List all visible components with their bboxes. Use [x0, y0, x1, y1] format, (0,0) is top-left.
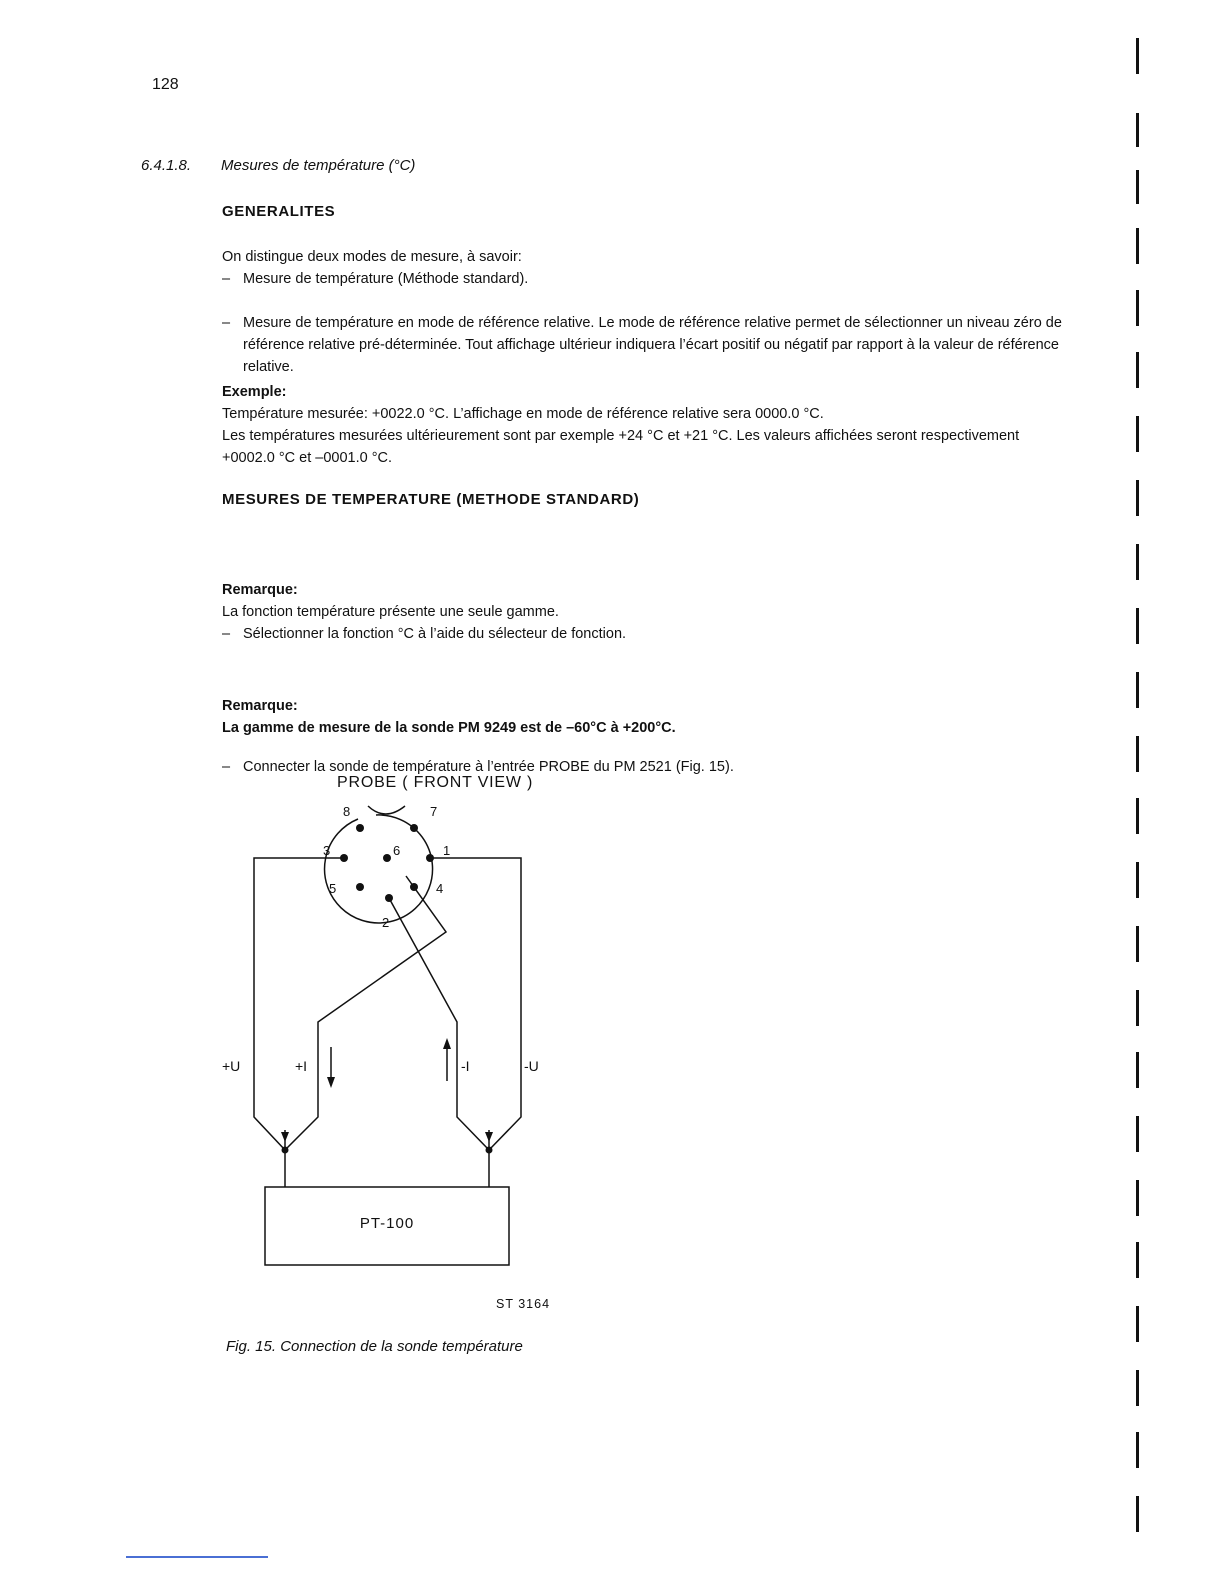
- generalites-intro: On distingue deux modes de mesure, à savoir:: [222, 249, 522, 265]
- pin-label-5: 5: [329, 881, 337, 896]
- pin-4: [410, 883, 418, 891]
- pin-label-2: 2: [382, 915, 390, 930]
- pin-5: [356, 883, 364, 891]
- label-plus-u: +U: [222, 1058, 241, 1074]
- pin-6: [383, 854, 391, 862]
- pin-label-7: 7: [430, 804, 438, 819]
- remark-2-text: La gamme de mesure de la sonde PM 9249 est de –60°C à +200°C.: [222, 720, 676, 736]
- remark-1-text: La fonction température présente une seule gamme.: [222, 604, 559, 620]
- page-number: 128: [152, 76, 179, 93]
- wire-minus-i: [389, 898, 489, 1150]
- connector-key-notch: [368, 806, 405, 814]
- wire-minus-u: [430, 858, 521, 1150]
- footer-link-underline: [126, 1556, 268, 1558]
- pin-7: [410, 824, 418, 832]
- remark-1-heading: Remarque:: [222, 582, 298, 598]
- pin-label-3: 3: [323, 843, 331, 858]
- label-minus-i: -I: [461, 1058, 470, 1074]
- pin-8: [356, 824, 364, 832]
- pin-label-6: 6: [393, 843, 401, 858]
- generalites-item-1: – Mesure de température (Méthode standard).: [222, 268, 1063, 290]
- figure-title: PROBE ( FRONT VIEW ): [337, 774, 534, 791]
- pin-3: [340, 854, 348, 862]
- section-number: 6.4.1.8.: [141, 157, 192, 174]
- figure-caption: Fig. 15. Connection de la sonde température: [226, 1338, 523, 1355]
- generalites-item-2: – Mesure de température en mode de référence relative. Le mode de référence relative permet de sélectionner un niveau zéro de référence relative pré-déterminée. Tout affichage ultérieur indiquera l’écart positif ou négatif par rapport à la valeur de référence relative.: [222, 312, 1065, 378]
- label-plus-i: +I: [295, 1058, 308, 1074]
- exemple-line-1: Température mesurée: +0022.0 °C. L’affichage en mode de référence relative sera 0000.0 °C.: [222, 406, 824, 422]
- pin-1: [426, 854, 434, 862]
- wire-plus-u: [254, 858, 344, 1150]
- standard-step-2: – Connecter la sonde de température à l’entrée PROBE du PM 2521 (Fig. 15).: [222, 756, 1083, 778]
- pin-label-1: 1: [443, 843, 451, 858]
- pin-label-8: 8: [343, 804, 351, 819]
- figure-code: ST 3164: [496, 1297, 551, 1311]
- exemple-heading: Exemple:: [222, 384, 287, 400]
- section-title: Mesures de température (°C): [221, 157, 416, 174]
- standard-heading: MESURES DE TEMPERATURE (METHODE STANDARD): [222, 491, 640, 508]
- remark-2-heading: Remarque:: [222, 698, 298, 714]
- pin-2: [385, 894, 393, 902]
- pin-label-4: 4: [436, 881, 444, 896]
- standard-step-1: – Sélectionner la fonction °C à l’aide du sélecteur de fonction.: [222, 623, 1083, 645]
- exemple-line-2: Les températures mesurées ultérieurement sont par exemple +24 °C et +21 °C. Les valeurs affichées seront respectivement +0002.0 °C et –0001.0 °C.: [222, 428, 1020, 466]
- wire-plus-i: [285, 876, 446, 1150]
- pt100-label: PT-100: [359, 1215, 415, 1232]
- label-minus-u: -U: [524, 1058, 539, 1074]
- generalites-heading: GENERALITES: [222, 203, 336, 220]
